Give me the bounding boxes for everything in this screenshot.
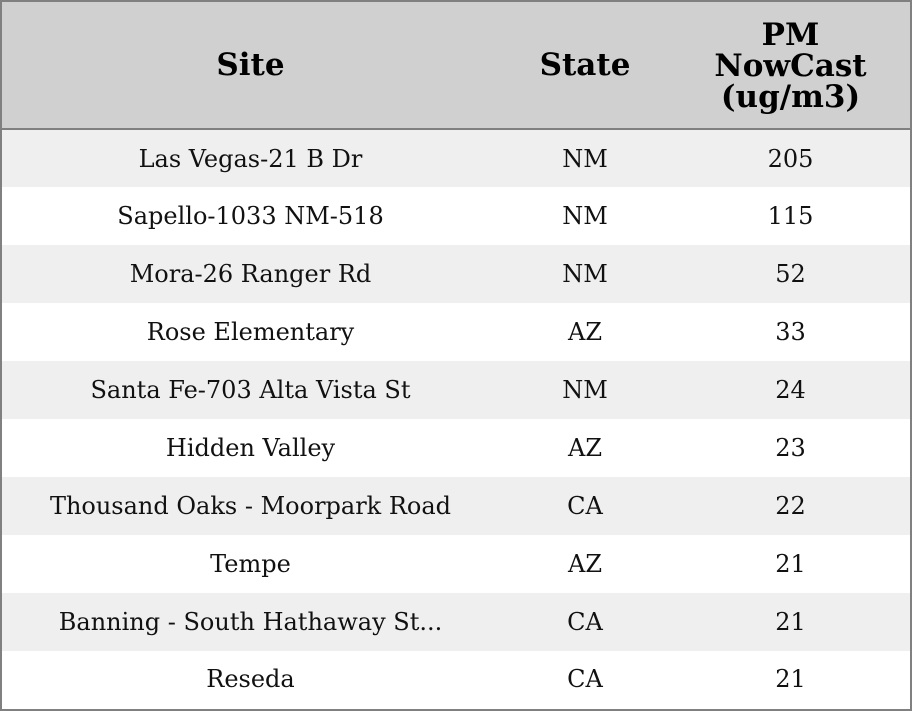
site-cell: Mora-26 Ranger Rd xyxy=(129,260,372,288)
column-header-pm-nowcast[interactable] xyxy=(671,2,910,129)
header-row xyxy=(2,2,910,129)
table-row[interactable] xyxy=(2,187,910,245)
state-cell: AZ xyxy=(567,434,602,462)
table-row[interactable] xyxy=(2,129,910,187)
state-cell: AZ xyxy=(567,318,602,346)
pm-value-cell: 205 xyxy=(767,144,814,173)
pm-header-line-1: PM xyxy=(761,16,820,53)
site-cell: Reseda xyxy=(206,665,295,693)
pm-value-cell: 21 xyxy=(775,608,806,636)
table-row[interactable] xyxy=(2,245,910,303)
table-row[interactable] xyxy=(2,535,910,593)
state-cell: CA xyxy=(567,608,603,636)
table-row[interactable] xyxy=(2,361,910,419)
state-cell: NM xyxy=(562,376,608,404)
pm-header-line-3: (ug/m3) xyxy=(720,78,861,115)
table-row[interactable] xyxy=(2,303,910,361)
pm-value-cell: 21 xyxy=(775,550,806,578)
table-row[interactable] xyxy=(2,419,910,477)
column-header-state[interactable]: State xyxy=(499,2,671,129)
table-header xyxy=(2,2,910,129)
table-row[interactable] xyxy=(2,477,910,535)
table-row[interactable] xyxy=(2,593,910,651)
table-body xyxy=(2,129,910,707)
site-cell: Hidden Valley xyxy=(165,434,336,462)
site-cell: Rose Elementary xyxy=(146,318,355,346)
pm-value-cell: 115 xyxy=(767,202,814,230)
state-cell: NM xyxy=(562,260,608,288)
pm-value-cell: 22 xyxy=(775,492,806,520)
site-cell: Thousand Oaks - Moorpark Road xyxy=(49,492,452,520)
pm-value-cell: 23 xyxy=(775,434,806,462)
table-row[interactable] xyxy=(2,651,910,707)
site-cell: Sapello-1033 NM-518 xyxy=(117,202,384,230)
site-cell: Santa Fe-703 Alta Vista St xyxy=(90,376,411,404)
state-cell: AZ xyxy=(567,550,602,578)
pm-value-cell: 33 xyxy=(775,318,806,346)
pm-value-cell: 21 xyxy=(775,665,806,693)
pm-value-cell: 52 xyxy=(775,260,806,288)
pm-header-line-2: NowCast xyxy=(714,47,867,84)
site-cell: Banning - South Hathaway St... xyxy=(58,608,443,636)
state-cell: NM xyxy=(562,202,608,230)
site-cell: Tempe xyxy=(210,550,291,578)
column-header-site[interactable]: Site xyxy=(2,2,499,129)
pm-value-cell: 24 xyxy=(775,376,806,404)
state-cell: CA xyxy=(567,665,603,693)
site-cell: Las Vegas-21 B Dr xyxy=(138,144,363,173)
state-cell: CA xyxy=(567,492,603,520)
pm-nowcast-table xyxy=(2,2,910,707)
state-cell: NM xyxy=(562,144,608,173)
